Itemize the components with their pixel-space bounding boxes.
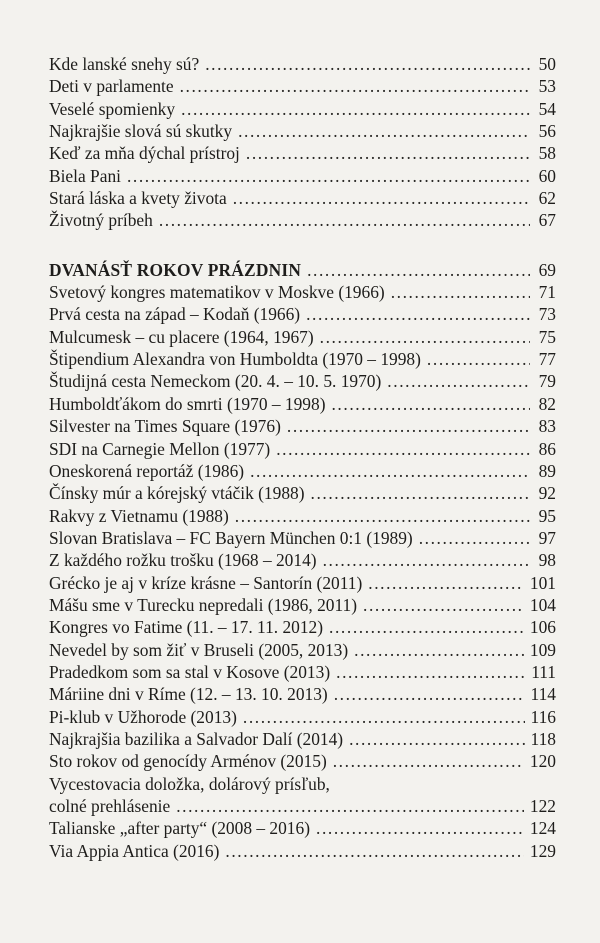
- entry-title: Pi-klub v Užhorode (2013): [49, 706, 237, 727]
- toc-entry: [49, 370, 556, 392]
- leader-dots: [331, 393, 530, 415]
- entry-title: Máriine dni v Ríme (12. – 13. 10. 2013): [49, 684, 328, 705]
- toc-group-2: [49, 259, 556, 862]
- entry-page: 82: [538, 393, 556, 414]
- toc-entry: [49, 482, 556, 504]
- entry-page: 89: [538, 460, 556, 481]
- entry-page: 129: [529, 840, 556, 861]
- entry-title: Kongres vo Fatime (11. – 17. 11. 2012): [49, 617, 324, 638]
- toc-entry: [49, 165, 556, 187]
- entry-title: Slovan Bratislava – FC Bayern München 0:1 (1989): [49, 527, 413, 548]
- entry-title: SDI na Carnegie Mellon (1977): [49, 438, 271, 459]
- entry-page: 118: [530, 728, 556, 749]
- entry-title: colné prehlásenie: [49, 796, 171, 816]
- toc-entry: [49, 661, 556, 683]
- toc-entry: [49, 98, 556, 120]
- section-heading: [49, 259, 556, 281]
- entry-title: Mášu sme v Turecku nepredali (1986, 2011): [49, 594, 357, 615]
- entry-title: Vycestovacia doložka, dolárový prísľub,: [49, 773, 330, 794]
- entry-page: 111: [531, 661, 556, 682]
- toc-entry: [49, 209, 556, 231]
- leader-dots: [368, 572, 524, 594]
- entry-title: Via Appia Antica (2016): [49, 840, 220, 861]
- entry-page: 122: [529, 796, 556, 816]
- entry-page: 101: [529, 572, 556, 593]
- leader-dots: [391, 281, 530, 303]
- entry-page: 58: [538, 143, 556, 164]
- toc-entry: [49, 706, 556, 728]
- entry-page: 77: [538, 349, 556, 370]
- leader-dots: [276, 438, 530, 460]
- entry-page: 73: [538, 304, 556, 325]
- entry-page: 124: [529, 818, 556, 839]
- entry-title: Mulcumesk – cu placere (1964, 1967): [49, 326, 314, 347]
- leader-dots: [127, 165, 530, 187]
- toc-entry: [49, 53, 556, 75]
- leader-dots: [363, 594, 524, 616]
- entry-title: Veselé spomienky: [49, 98, 176, 119]
- entry-title: Sto rokov od genocídy Arménov (2015): [49, 751, 327, 772]
- entry-page: 98: [538, 550, 556, 571]
- toc-entry: [49, 120, 556, 142]
- toc-entry: [49, 348, 556, 370]
- toc-entry: [49, 683, 556, 705]
- entry-page: 50: [538, 54, 556, 74]
- entry-page: 71: [538, 282, 556, 303]
- entry-title: Deti v parlamente: [49, 76, 174, 97]
- toc-entry: [49, 393, 556, 415]
- toc-entry: [49, 326, 556, 348]
- entry-page: 86: [538, 438, 556, 459]
- entry-title: Silvester na Times Square (1976): [49, 416, 281, 437]
- leader-dots: [306, 303, 530, 325]
- entry-page: 79: [538, 371, 556, 392]
- entry-title: Prvá cesta na západ – Kodaň (1966): [49, 304, 301, 325]
- entry-title: Biela Pani: [49, 165, 121, 186]
- entry-title: Kde lanské snehy sú?: [49, 54, 200, 74]
- toc-entry: [49, 460, 556, 482]
- leader-dots: [334, 683, 525, 705]
- toc-entry: [49, 505, 556, 527]
- leader-dots: [333, 750, 524, 772]
- toc-entry: [49, 840, 556, 862]
- leader-dots: [316, 817, 524, 839]
- toc-entry-line2: [49, 795, 556, 817]
- entry-title: Oneskorená reportáž (1986): [49, 460, 245, 481]
- leader-dots: [205, 53, 530, 75]
- entry-title: Rakvy z Vietnamu (1988): [49, 505, 229, 526]
- entry-page: 56: [538, 121, 556, 142]
- entry-page: 75: [538, 326, 556, 347]
- leader-dots: [250, 460, 530, 482]
- leader-dots: [307, 259, 530, 281]
- entry-title: Nevedel by som žiť v Bruseli (2005, 2013): [49, 639, 349, 660]
- entry-title: Čínsky múr a kórejský vtáčik (1988): [49, 483, 305, 504]
- toc-entry: [49, 187, 556, 209]
- leader-dots: [233, 187, 530, 209]
- leader-dots: [238, 120, 530, 142]
- entry-title: Z každého rožku trošku (1968 – 2014): [49, 550, 317, 571]
- leader-dots: [243, 706, 525, 728]
- toc-entry: [49, 616, 556, 638]
- entry-title: Pradedkom som sa stal v Kosove (2013): [49, 661, 331, 682]
- entry-page: 104: [529, 594, 556, 615]
- entry-title: Stará láska a kvety života: [49, 188, 227, 209]
- toc-entry: [49, 594, 556, 616]
- leader-dots: [329, 616, 524, 638]
- leader-dots: [235, 505, 530, 527]
- entry-page: 109: [529, 639, 556, 660]
- entry-title: Keď za mňa dýchal prístroj: [49, 143, 240, 164]
- toc-entry: [49, 728, 556, 750]
- entry-title: Humboldťákom do smrti (1970 – 1998): [49, 393, 326, 414]
- toc-entry: [49, 572, 556, 594]
- section-heading-title: DVANÁSŤ ROKOV PRÁZDNIN: [49, 259, 302, 280]
- toc-entry: [49, 527, 556, 549]
- entry-page: 67: [538, 210, 556, 231]
- leader-dots: [427, 348, 530, 370]
- entry-page: 92: [538, 483, 556, 504]
- leader-dots: [225, 840, 524, 862]
- toc-entry: [49, 438, 556, 460]
- entry-page: 53: [538, 76, 556, 97]
- toc-entry: [49, 303, 556, 325]
- leader-dots: [323, 549, 530, 571]
- toc-entry: [49, 75, 556, 97]
- leader-dots: [354, 639, 524, 661]
- toc-entry: [49, 750, 556, 772]
- leader-dots: [320, 326, 530, 348]
- toc-entry: [49, 142, 556, 164]
- toc-entry: [49, 549, 556, 571]
- entry-title: Najkrajšia bazilika a Salvador Dalí (2014): [49, 728, 344, 749]
- entry-page: 54: [538, 98, 556, 119]
- entry-page: 62: [538, 188, 556, 209]
- leader-dots: [311, 482, 530, 504]
- entry-title: Svetový kongres matematikov v Moskve (1966): [49, 282, 385, 303]
- entry-title: Životný príbeh: [49, 210, 153, 231]
- leader-dots: [419, 527, 530, 549]
- entry-title: Štipendium Alexandra von Humboldta (1970 – 1998): [49, 349, 421, 370]
- toc-entry: [49, 817, 556, 839]
- leader-dots: [387, 370, 530, 392]
- leader-dots: [181, 98, 530, 120]
- leader-dots: [287, 415, 530, 437]
- toc-entry: [49, 639, 556, 661]
- entry-title: Študijná cesta Nemeckom (20. 4. – 10. 5. 1970): [49, 371, 382, 392]
- toc-group-1: [49, 53, 556, 232]
- entry-title: Najkrajšie slová sú skutky: [49, 121, 233, 142]
- entry-page: 83: [538, 416, 556, 437]
- leader-dots: [349, 728, 524, 750]
- toc-entry: [49, 281, 556, 303]
- leader-dots: [176, 795, 524, 817]
- entry-page: 106: [529, 617, 556, 638]
- leader-dots: [159, 209, 530, 231]
- entry-page: 120: [529, 751, 556, 772]
- entry-page: 97: [538, 527, 556, 548]
- section-heading-page: 69: [538, 259, 556, 280]
- leader-dots: [336, 661, 525, 683]
- entry-page: 95: [538, 505, 556, 526]
- entry-page: 60: [538, 165, 556, 186]
- toc-entry-line1: [49, 773, 556, 795]
- leader-dots: [246, 142, 530, 164]
- entry-page: 116: [530, 706, 556, 727]
- toc-entry: [49, 415, 556, 437]
- entry-title: Grécko je aj v kríze krásne – Santorín (2011): [49, 572, 363, 593]
- entry-page: 114: [530, 684, 556, 705]
- leader-dots: [180, 75, 530, 97]
- entry-title: Talianske „after party“ (2008 – 2016): [49, 818, 310, 839]
